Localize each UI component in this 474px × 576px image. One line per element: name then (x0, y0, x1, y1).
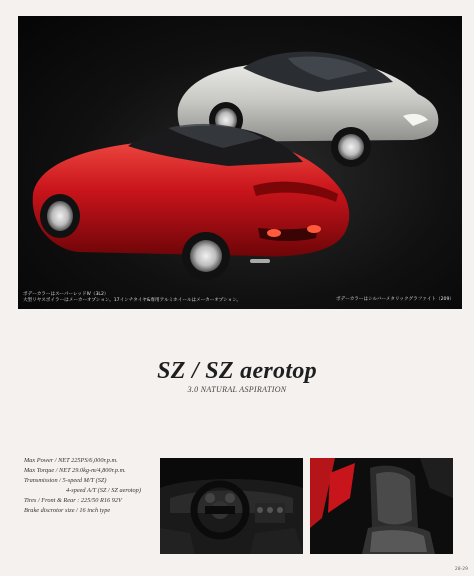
page-subtitle: 3.0 NATURAL ASPIRATION (187, 385, 287, 394)
red-car (33, 124, 350, 280)
hero-photo (18, 16, 462, 309)
page-number: 28-29 (454, 567, 468, 572)
spec-row: Brake discrotor size / 16 inch type (24, 506, 111, 514)
car-illustration (18, 16, 462, 309)
spec-row: 4-speed A/T (SZ / SZ aerotop) (66, 486, 141, 494)
seat-illustration (310, 458, 453, 554)
spec-row: Max Power / NET 225PS/6,000r.p.m. (24, 457, 118, 464)
spec-list (24, 456, 164, 515)
spec-row: Max Torque / NET 29.0kg-m/4,800r.p.m. (24, 466, 126, 474)
caption-left-line1: ボデーカラーはスーパーレッドⅣ（3L2） (23, 292, 109, 297)
spec-row: Transmission / 5-speed M/T (SZ) (24, 476, 107, 484)
seat-photo (310, 458, 453, 554)
caption-left (23, 292, 241, 304)
spec-row: Tires / Front & Rear : 225/50 R16 92V (24, 496, 122, 504)
dashboard-illustration (160, 458, 303, 554)
caption-right: ボデーカラーはシルバーメタリックグラファイト（209） (336, 297, 454, 302)
page-title: SZ / SZ aerotop (157, 358, 317, 384)
interior-photo (160, 458, 303, 554)
caption-left-line2: 大型リヤスポイラーはメーカーオプション。17インチタイヤ&専用アルミホイールはメーカーオプション。 (23, 298, 242, 303)
